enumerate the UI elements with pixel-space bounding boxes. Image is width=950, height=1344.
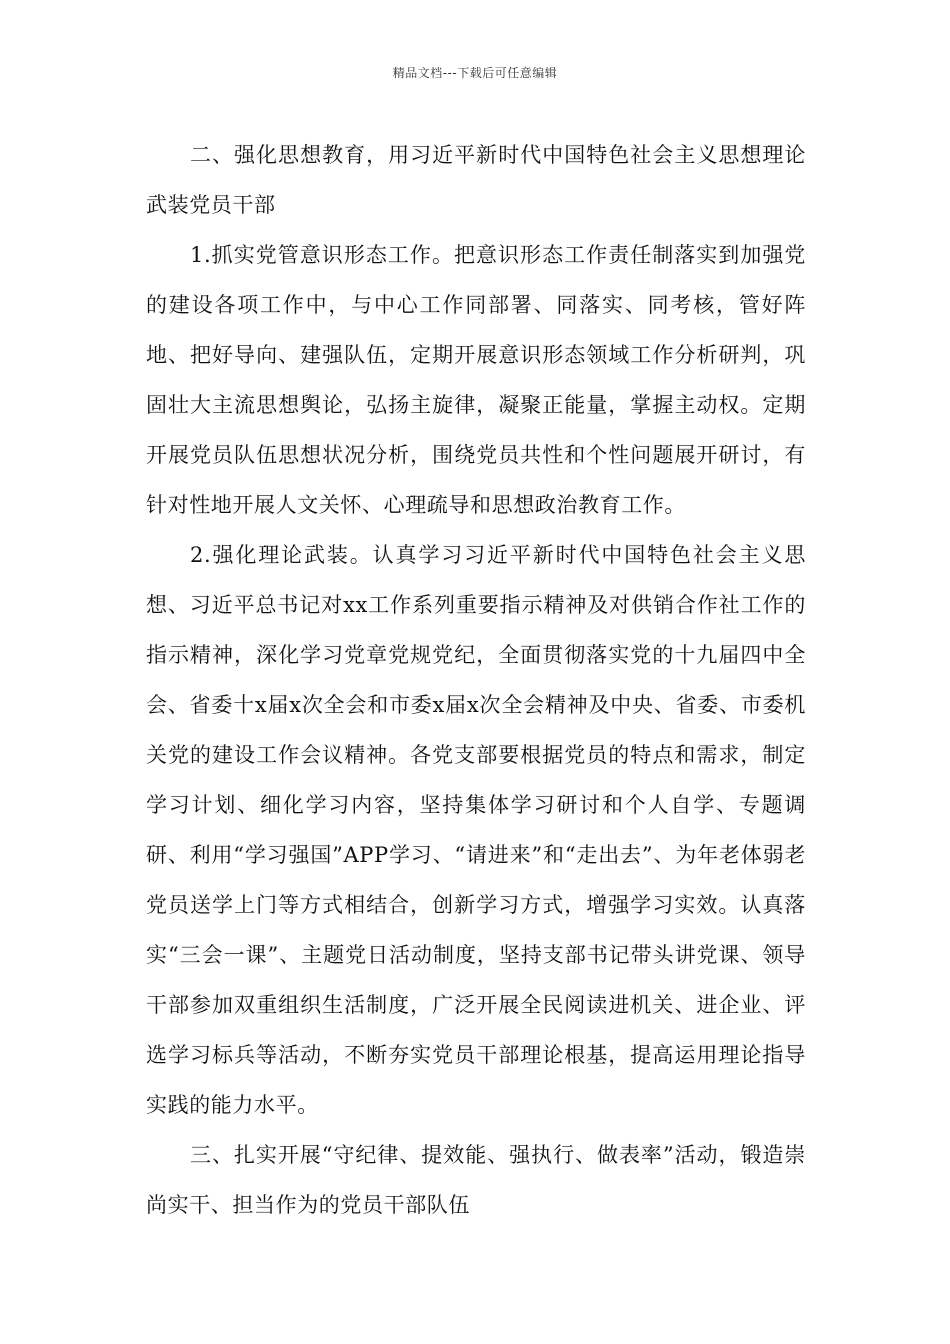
paragraph-theory-study: 2.强化理论武装。认真学习习近平新时代中国特色社会主义思想、习近平总书记对xx工作系列重要指示精神及对供销合作社工作的指示精神，深化学习党章党规党纪，全面贯彻落实党的十九届四中全会、省委十x届x次全会和市委x届x次全会精神及中央、省委、市委机关党的建设工作会议精神。各党支部要根据党员的特点和需求，制定学习计划、细化学习内容，坚持集体学习研讨和个人自学、专题调研、利用“学习强国”APP学习、“请进来”和“走出去”、为年老体弱老党员送学上门等方式相结合，创新学习方式，增强学习实效。认真落实“三会一课”、主题党日活动制度，坚持支部书记带头讲党课、领导干部参加双重组织生活制度，广泛开展全民阅读进机关、进企业、评选学习标兵等活动，不断夯实党员干部理论根基，提高运用理论指导实践的能力水平。 (146, 543, 806, 1117)
section-heading-2: 二、强化思想教育，用习近平新时代中国特色社会主义思想理论武装党员干部 (146, 143, 806, 217)
section-heading-3: 三、扎实开展“守纪律、提效能、强执行、做表率”活动，锻造崇尚实干、担当作为的党员干部队伍 (146, 1143, 806, 1217)
document-body (146, 130, 806, 1230)
page-header: 精品文档---下载后可任意编辑 (392, 66, 558, 80)
paragraph-ideology-work: 1.抓实党管意识形态工作。把意识形态工作责任制落实到加强党的建设各项工作中，与中心工作同部署、同落实、同考核，管好阵地、把好导向、建强队伍，定期开展意识形态领域工作分析研判，巩固壮大主流思想舆论，弘扬主旋律，凝聚正能量，掌握主动权。定期开展党员队伍思想状况分析，围绕党员共性和个性问题展开研讨，有针对性地开展人文关怀、心理疏导和思想政治教育工作。 (146, 243, 806, 517)
